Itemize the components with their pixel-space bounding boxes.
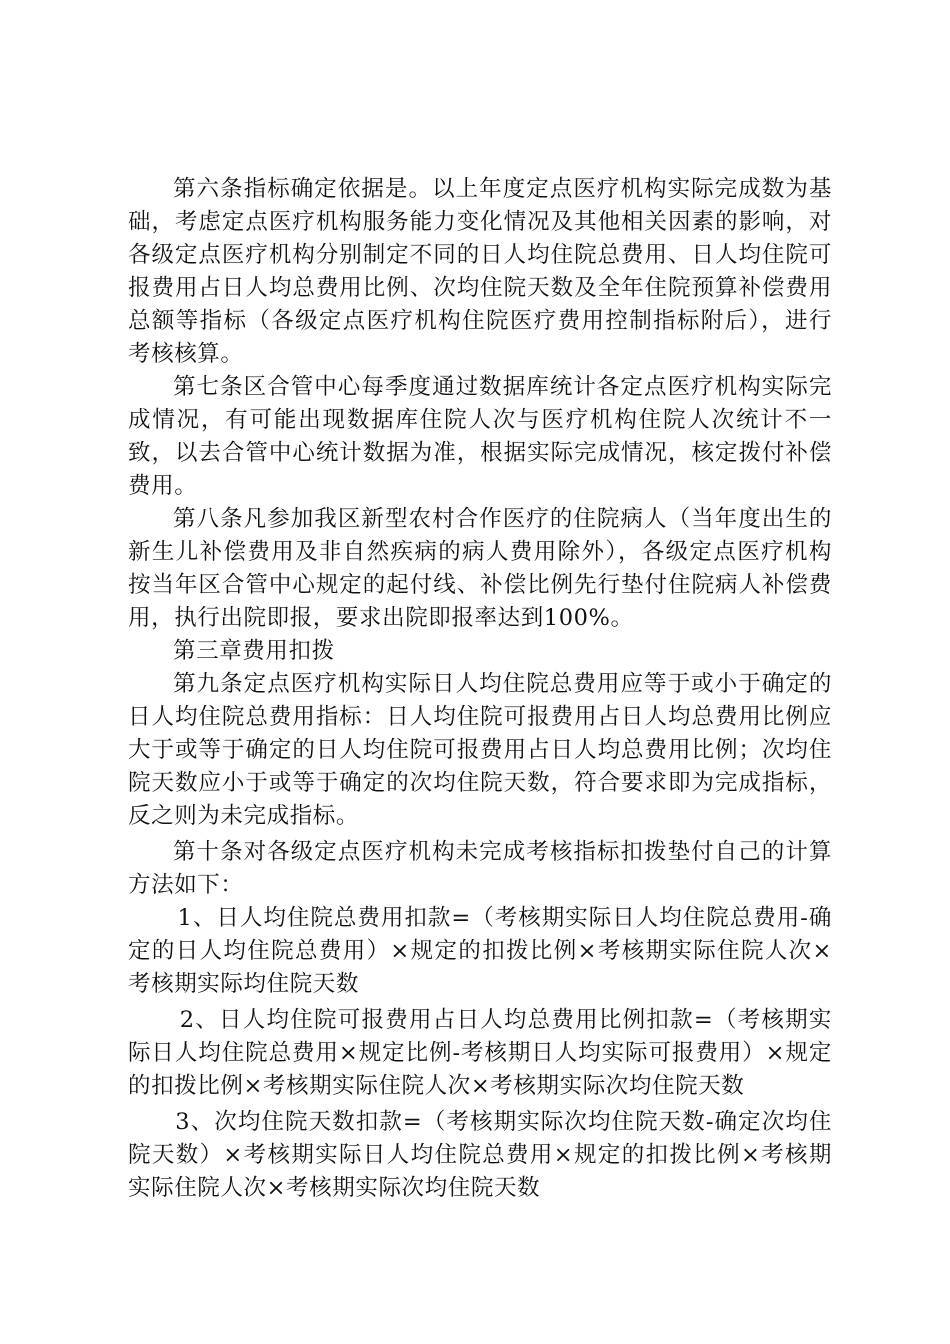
- article-6-paragraph: 第六条指标确定依据是。以上年度定点医疗机构实际完成数为基础，考虑定点医疗机构服务能力变化情况及其他相关因素的影响，对各级定点医疗机构分别制定不同的日人均住院总费用、日人均住院可报费用占日人均总费用比例、次均住院天数及全年住院预算补偿费用总额等指标（各级定点医疗机构住院医疗费用控制指标附后），进行考核核算。: [128, 176, 832, 367]
- formula-2-paragraph: 2、日人均住院可报费用占日人均总费用比例扣款=（考核期实际日人均住院总费用×规定比例-考核期日人均实际可报费用）×规定的扣拨比例×考核期实际住院人次×考核期实际次均住院天数: [128, 1007, 832, 1099]
- formula-3-paragraph: 3、次均住院天数扣款=（考核期实际次均住院天数-确定次均住院天数）×考核期实际日人均住院总费用×规定的扣拨比例×考核期实际住院人次×考核期实际次均住院天数: [128, 1109, 832, 1201]
- article-8-paragraph: 第八条凡参加我区新型农村合作医疗的住院病人（当年度出生的新生儿补偿费用及非自然疾病的病人费用除外），各级定点医疗机构按当年区合管中心规定的起付线、补偿比例先行垫付住院病人补偿费用，执行出院即报，要求出院即报率达到100%。: [128, 506, 832, 631]
- article-7-paragraph: 第七条区合管中心每季度通过数据库统计各定点医疗机构实际完成情况，有可能出现数据库住院人次与医疗机构住院人次统计不一致，以去合管中心统计数据为准，根据实际完成情况，核定拨付补偿费用。: [128, 374, 832, 499]
- document-body: [128, 173, 832, 1205]
- article-9-paragraph: 第九条定点医疗机构实际日人均住院总费用应等于或小于确定的日人均住院总费用指标：日人均住院可报费用占日人均总费用比例应大于或等于确定的日人均住院可报费用占日人均总费用比例；次均住院天数应小于或等于确定的次均住院天数，符合要求即为完成指标，反之则为未完成指标。: [128, 671, 832, 829]
- chapter-3-heading: 第三章费用扣拨: [173, 638, 335, 664]
- formula-1-paragraph: 1、日人均住院总费用扣款=（考核期实际日人均住院总费用-确定的日人均住院总费用）×规定的扣拨比例×考核期实际住院人次×考核期实际均住院天数: [128, 905, 832, 997]
- article-10-paragraph: 第十条对各级定点医疗机构未完成考核指标扣拨垫付自己的计算方法如下：: [128, 839, 832, 898]
